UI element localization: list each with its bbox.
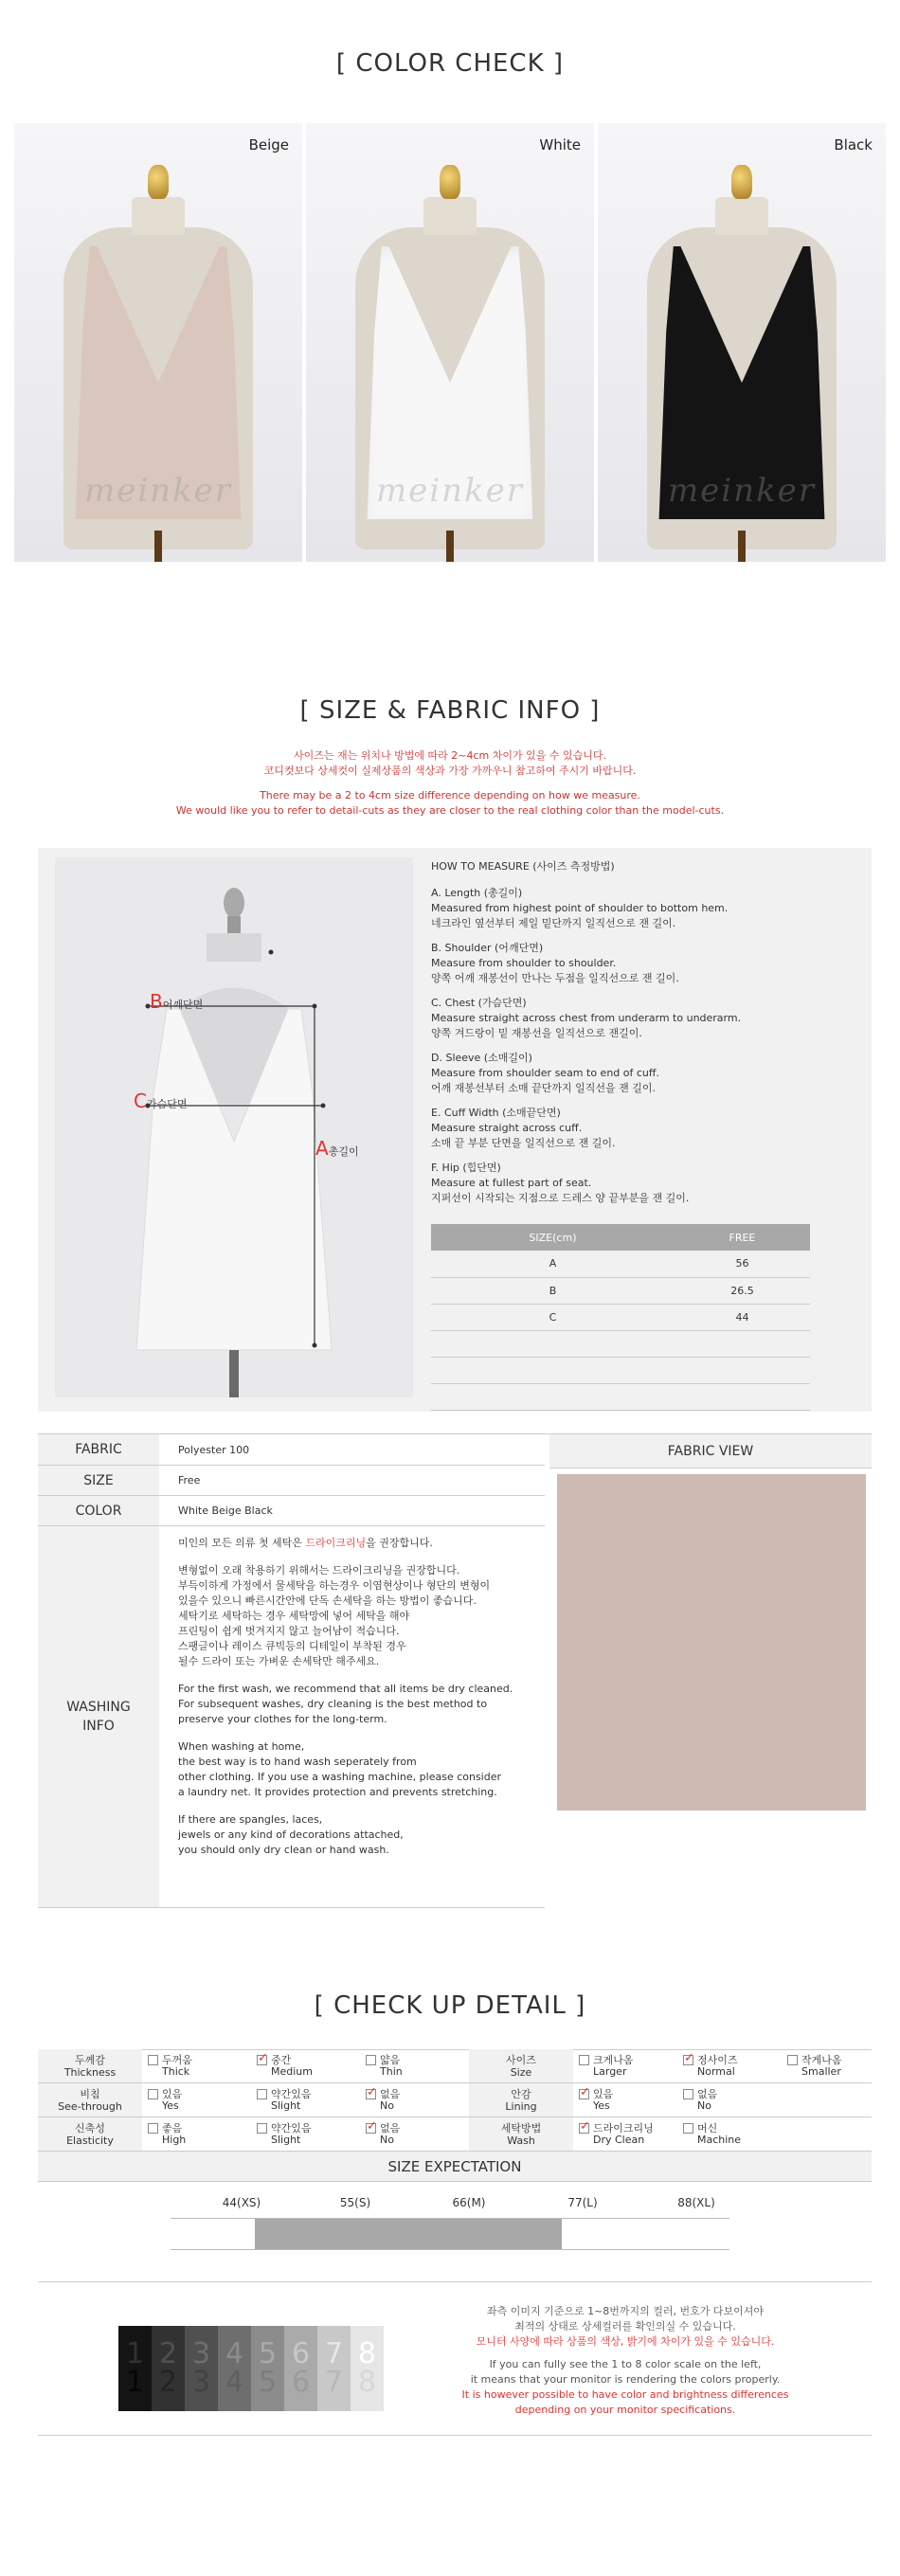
check-label-en: Wash [507,2134,535,2147]
color-photo-white[interactable] [306,123,594,562]
checkbox[interactable] [257,2055,267,2065]
check-option[interactable] [251,2117,360,2151]
label-a [315,1137,359,1160]
table-cell: 44 [675,1304,810,1330]
measure-title: D. Sleeve (소매길이) [431,1052,532,1064]
size-exp-label: 44(XS) [222,2196,261,2209]
fabric-row [38,1434,545,1466]
gray-cell [152,2326,185,2411]
option-en: Yes [593,2099,610,2112]
option-ko: 얇음 [380,2054,401,2066]
check-label-ko: 세탁방법 [500,2121,542,2135]
gray-cell [118,2326,152,2411]
check-option[interactable] [573,2049,677,2082]
gray-cell [317,2326,351,2411]
mannequin-finial [148,165,169,199]
fabric-view-heading: FABRIC VIEW [549,1434,872,1468]
check-label [469,2117,573,2151]
washing-label: WASHING INFO [38,1526,159,1907]
gray-cell [351,2326,384,2411]
size-note-en-1: There may be a 2 to 4cm size difference depending on how we measure. [260,789,640,802]
size-info-title: [ SIZE & FABRIC INFO ] [299,696,601,725]
table-row [431,1304,810,1330]
checkbox[interactable] [366,2089,376,2099]
monitor-ko-1: 좌측 이미지 기준으로 1~8번까지의 컬러, 번호가 다보이셔야 [486,2305,765,2317]
option-en: Machine [697,2134,742,2146]
measure-instructions [431,859,848,1216]
gray-digit: 2 [158,2337,178,2370]
washing-row [38,1526,545,1908]
option-ko: 약간있음 [271,2122,312,2135]
checkbox[interactable] [579,2089,589,2099]
gray-digit: 2 [158,2366,178,2399]
check-option[interactable] [573,2117,677,2151]
measure-ko: 양쪽 겨드랑이 밑 재봉선을 일직선으로 잰길이. [431,1027,642,1039]
table-row [431,1277,810,1304]
color-row [38,1496,545,1526]
size-label: SIZE [38,1466,159,1495]
monitor-en-red-1: It is however possible to have color and brightness differences [461,2388,789,2401]
fabric-label: FABRIC [38,1434,159,1465]
color-label: White [539,136,581,153]
wash-line: 될수 드라이 또는 가벼운 손세탁만 해주세요. [178,1655,380,1667]
checkbox[interactable] [579,2055,589,2065]
check-label [38,2117,142,2151]
check-label-ko: 사이즈 [506,2053,536,2066]
check-option[interactable] [142,2049,251,2082]
check-row-3 [38,2117,872,2152]
wash-line: 스팽글이나 레이스 큐빅등의 디테일이 부착된 경우 [178,1640,406,1652]
gray-digit: 3 [191,2366,211,2399]
check-label-ko: 두께감 [75,2053,105,2066]
wash-intro [178,1536,526,1551]
monitor-en-2: it means that your monitor is rendering the colors properly. [470,2373,781,2386]
check-label [469,2083,573,2117]
check-option[interactable] [677,2049,782,2082]
option-ko: 약간있음 [271,2088,312,2100]
wash-line: other clothing. If you use a washing machine, please consider [178,1771,502,1783]
check-label-ko: 신축성 [75,2121,105,2135]
watermark: meinker [375,472,525,510]
size-table-header: FREE [675,1224,810,1251]
check-row-1 [38,2049,872,2083]
wash-line: When washing at home, [178,1740,305,1753]
wash-line: For the first wash, we recommend that all items be dry cleaned. [178,1683,513,1695]
wash-intro-text: 미인의 모든 의류 첫 세탁은 [178,1537,306,1549]
size-row [38,1466,545,1496]
size-box [38,848,872,1412]
gray-digit: 4 [225,2337,244,2370]
table-cell [675,1357,810,1383]
checkbox[interactable] [579,2123,589,2134]
check-option[interactable] [573,2083,677,2117]
monitor-color-scale [118,2326,384,2411]
monitor-en-red-2: depending on your monitor specifications. [514,2404,736,2416]
check-option[interactable] [360,2117,469,2151]
option-ko: 없음 [380,2122,401,2135]
size-table [431,1224,810,1411]
label-b-text: 어깨단면 [162,999,204,1011]
mannequin-pole [154,531,162,562]
measure-d [431,1051,848,1096]
checkbox[interactable] [257,2089,267,2099]
option-ko: 두꺼움 [162,2054,192,2066]
check-option[interactable] [251,2049,360,2082]
option-en: High [162,2134,187,2146]
measure-title: E. Cuff Width (소매끝단면) [431,1107,561,1119]
wash-en-2 [178,1739,526,1800]
option-en: Thick [162,2065,190,2078]
option-en: No [697,2099,711,2112]
check-option[interactable] [251,2083,360,2117]
washing-text [159,1526,545,1907]
fabric-swatch[interactable] [557,1474,866,1810]
color-label: Black [834,136,873,153]
check-label-en: Size [510,2065,532,2079]
watermark: meinker [667,472,817,510]
measure-ko: 네크라인 옆선부터 제일 밑단까지 일직선으로 잰 길이. [431,917,676,929]
monitor-en-1: If you can fully see the 1 to 8 color scale on the left, [489,2358,762,2370]
label-c-text: 가슴단면 [146,1098,188,1110]
check-row-2 [38,2083,872,2117]
table-cell [431,1383,675,1410]
measure-diagram-svg [55,857,413,1397]
label-c [134,1090,187,1112]
option-ko: 정사이즈 [697,2054,738,2066]
check-option[interactable] [677,2083,782,2117]
check-option[interactable] [782,2049,872,2082]
table-cell [675,1383,810,1410]
option-ko: 머신 [697,2122,718,2135]
wash-line: 세탁기로 세탁하는 경우 세탁망에 넣어 세탁을 해야 [178,1610,410,1622]
check-label [469,2049,573,2082]
wash-line: 변형없이 오래 착용하기 위해서는 드라이크리닝을 권장합니다. [178,1564,460,1576]
wash-line: If there are spangles, laces, [178,1813,323,1826]
label-b [150,990,203,1013]
check-label-ko: 안감 [511,2087,531,2100]
mannequin-finial [440,165,460,199]
wash-intro-text: 을 권장합니다. [366,1537,433,1549]
wash-line: 있을수 있으니 빠른시간안에 단독 손세탁을 하는 방법이 좋습니다. [178,1594,477,1607]
checkbox[interactable] [366,2055,376,2065]
option-ko: 없음 [697,2088,718,2100]
color-label: COLOR [38,1496,159,1525]
check-option[interactable] [360,2049,469,2082]
measure-e [431,1106,848,1151]
check-label-ko: 비침 [80,2087,100,2100]
wash-line: 프린팅이 쉽게 벗겨지지 않고 늘어남이 적습니다. [178,1625,400,1637]
measure-en: Measure straight across chest from underarm to underarm. [431,1012,742,1024]
size-note-ko-1: 사이즈는 재는 위치나 방법에 따라 2~4cm 차이가 있을 수 있습니다. [294,749,606,762]
gray-digit: 4 [225,2366,244,2399]
gray-cell [284,2326,317,2411]
size-expectation-bar [171,2218,729,2250]
wash-line: you should only dry clean or hand wash. [178,1844,389,1856]
measure-f [431,1161,848,1206]
size-note-ko-2: 코디컷보다 상세컷이 실제상품의 색상과 가장 가까우니 참고하여 주시기 바랍니다. [263,765,637,777]
wash-line: a laundry net. It provides protection and prevents stretching. [178,1786,497,1798]
option-en: Yes [162,2099,179,2112]
check-option[interactable] [142,2083,251,2117]
gray-digit: 1 [125,2337,145,2370]
table-cell: C [431,1304,675,1330]
option-en: Smaller [801,2065,841,2078]
monitor-ko-2: 최적의 상태로 상세컬러를 확인의실 수 있습니다. [514,2320,736,2333]
option-en: Normal [697,2065,735,2078]
measure-ko: 양쪽 어깨 재봉선이 만나는 두점을 일직선으로 잰 길이. [431,972,679,984]
checkbox[interactable] [683,2123,693,2134]
wash-line: For subsequent washes, dry cleaning is the best method to [178,1698,488,1710]
checkbox[interactable] [787,2055,798,2065]
color-check-title: [ COLOR CHECK ] [335,49,565,78]
option-en: Slight [271,2099,301,2112]
table-cell [431,1330,675,1357]
option-ko: 좋음 [162,2122,183,2135]
checkbox[interactable] [683,2089,693,2099]
wash-line: jewels or any kind of decorations attached, [178,1828,404,1841]
table-cell [431,1357,675,1383]
color-value: White Beige Black [178,1504,273,1517]
label-a-text: 총길이 [328,1145,359,1158]
fabric-info [38,1433,872,1907]
wash-en-3 [178,1812,526,1858]
option-ko: 있음 [162,2088,183,2100]
option-ko: 있음 [593,2088,614,2100]
size-table-header: SIZE(cm) [431,1224,675,1251]
option-ko: 없음 [380,2088,401,2100]
wash-line: preserve your clothes for the long-term. [178,1713,387,1725]
checkbox[interactable] [683,2055,693,2065]
gray-digit: 5 [258,2337,278,2370]
gray-digit: 7 [324,2366,344,2399]
monitor-ko-red: 모니터 사양에 따라 상품의 색상, 밝기에 차이가 있을 수 있습니다. [476,2335,775,2348]
mannequin-pole [446,531,454,562]
option-en: Thin [380,2065,403,2078]
check-up-title: [ CHECK UP DETAIL ] [314,1991,586,2020]
table-row [431,1383,810,1410]
watermark: meinker [83,472,233,510]
label-c-letter: C [134,1090,147,1112]
check-option[interactable] [677,2117,782,2151]
size-exp-label: 77(L) [567,2196,598,2209]
measure-diagram [55,857,413,1397]
gray-digit: 5 [258,2366,278,2399]
color-label: Beige [248,136,289,153]
color-photo-black[interactable] [598,123,886,562]
option-en: Medium [271,2065,313,2078]
measure-ko: 지퍼선이 시작되는 지점으로 드레스 양 끝부분을 잰 길이. [431,1192,690,1204]
table-cell: A [431,1251,675,1277]
color-check-gallery [14,123,886,562]
measure-ko: 소매 끝 부분 단면을 일직선으로 잰 길이. [431,1137,616,1149]
table-cell: 26.5 [675,1277,810,1304]
measure-en: Measure at fullest part of seat. [431,1177,592,1189]
option-en: No [380,2134,394,2146]
wash-line: the best way is to hand wash seperately from [178,1756,417,1768]
measure-c [431,996,848,1041]
gray-cell [185,2326,218,2411]
table-cell [675,1330,810,1357]
checkbox[interactable] [366,2123,376,2134]
measure-title: F. Hip (힙단면) [431,1162,501,1174]
checkbox[interactable] [257,2123,267,2134]
measure-a [431,886,848,931]
option-en: No [380,2099,394,2112]
table-row [431,1330,810,1357]
check-option[interactable] [360,2083,469,2117]
gray-digit: 8 [357,2337,377,2370]
option-ko: 작게나옴 [801,2054,842,2066]
size-expectation-heading: SIZE EXPECTATION [38,2152,872,2182]
measure-en: Measure from shoulder to shoulder. [431,957,617,969]
wash-ko [178,1563,526,1669]
check-label-en: Elasticity [66,2134,114,2147]
check-label [38,2049,142,2082]
checkbox[interactable] [148,2055,158,2065]
measure-en: Measure from shoulder seam to end of cuff. [431,1067,659,1079]
wash-line: 부득이하게 가정에서 물세탁을 하는경우 이염현상이나 형단의 변형이 [178,1579,491,1592]
gray-digit: 6 [291,2337,311,2370]
measure-en: Measure straight across cuff. [431,1122,583,1134]
option-en: Dry Clean [593,2134,645,2146]
size-exp-label: 55(S) [339,2196,371,2209]
measure-ko: 어깨 재봉선부터 소매 끝단까지 일직선을 잰 길이. [431,1082,656,1094]
label-a-letter: A [315,1137,329,1160]
label-b-letter: B [150,990,163,1013]
table-cell: B [431,1277,675,1304]
table-cell: 56 [675,1251,810,1277]
mannequin-neck [132,197,185,235]
table-row [431,1251,810,1277]
wash-intro-highlight: 드라이크리닝 [305,1537,367,1549]
mannequin-finial [731,165,752,199]
option-ko: 중간 [271,2054,292,2066]
size-value: Free [178,1474,201,1486]
gray-cell [251,2326,284,2411]
option-en: Slight [271,2134,301,2146]
measure-title: B. Shoulder (어깨단면) [431,942,544,954]
check-label-en: Thickness [63,2065,117,2079]
fabric-value: Polyester 100 [178,1443,250,1456]
checkbox[interactable] [148,2123,158,2134]
how-to-measure-heading: HOW TO MEASURE (사이즈 측정방법) [431,860,615,873]
color-photo-beige[interactable] [14,123,302,562]
mannequin-neck [715,197,768,235]
measure-en: Measured from highest point of shoulder to bottom hem. [431,902,729,914]
mannequin-pole [738,531,746,562]
gray-digit: 8 [357,2366,377,2399]
gray-digit: 6 [291,2366,311,2399]
option-ko: 드라이크리닝 [593,2122,654,2135]
mannequin-neck [423,197,477,235]
check-option[interactable] [142,2117,251,2151]
gray-digit: 3 [191,2337,211,2370]
measure-b [431,941,848,986]
option-en: Larger [593,2065,627,2078]
size-note-en-2: We would like you to refer to detail-cuts as they are closer to the real clothing color than the model-cuts. [175,804,725,817]
size-exp-label: 88(XL) [677,2196,715,2209]
size-expectation-range [255,2219,563,2249]
fabric-view [549,1434,872,1908]
gray-digit: 1 [125,2366,145,2399]
size-exp-label: 66(M) [452,2196,486,2209]
check-label-en: Lining [505,2099,537,2113]
checkbox[interactable] [148,2089,158,2099]
option-ko: 크게나옴 [593,2054,634,2066]
table-row [431,1357,810,1383]
wash-en-1 [178,1682,526,1727]
check-label-en: See-through [58,2099,122,2113]
gray-cell [218,2326,251,2411]
measure-title: A. Length (총길이) [431,887,523,899]
gray-digit: 7 [324,2337,344,2370]
check-label [38,2083,142,2117]
measure-title: C. Chest (가슴단면) [431,997,527,1009]
